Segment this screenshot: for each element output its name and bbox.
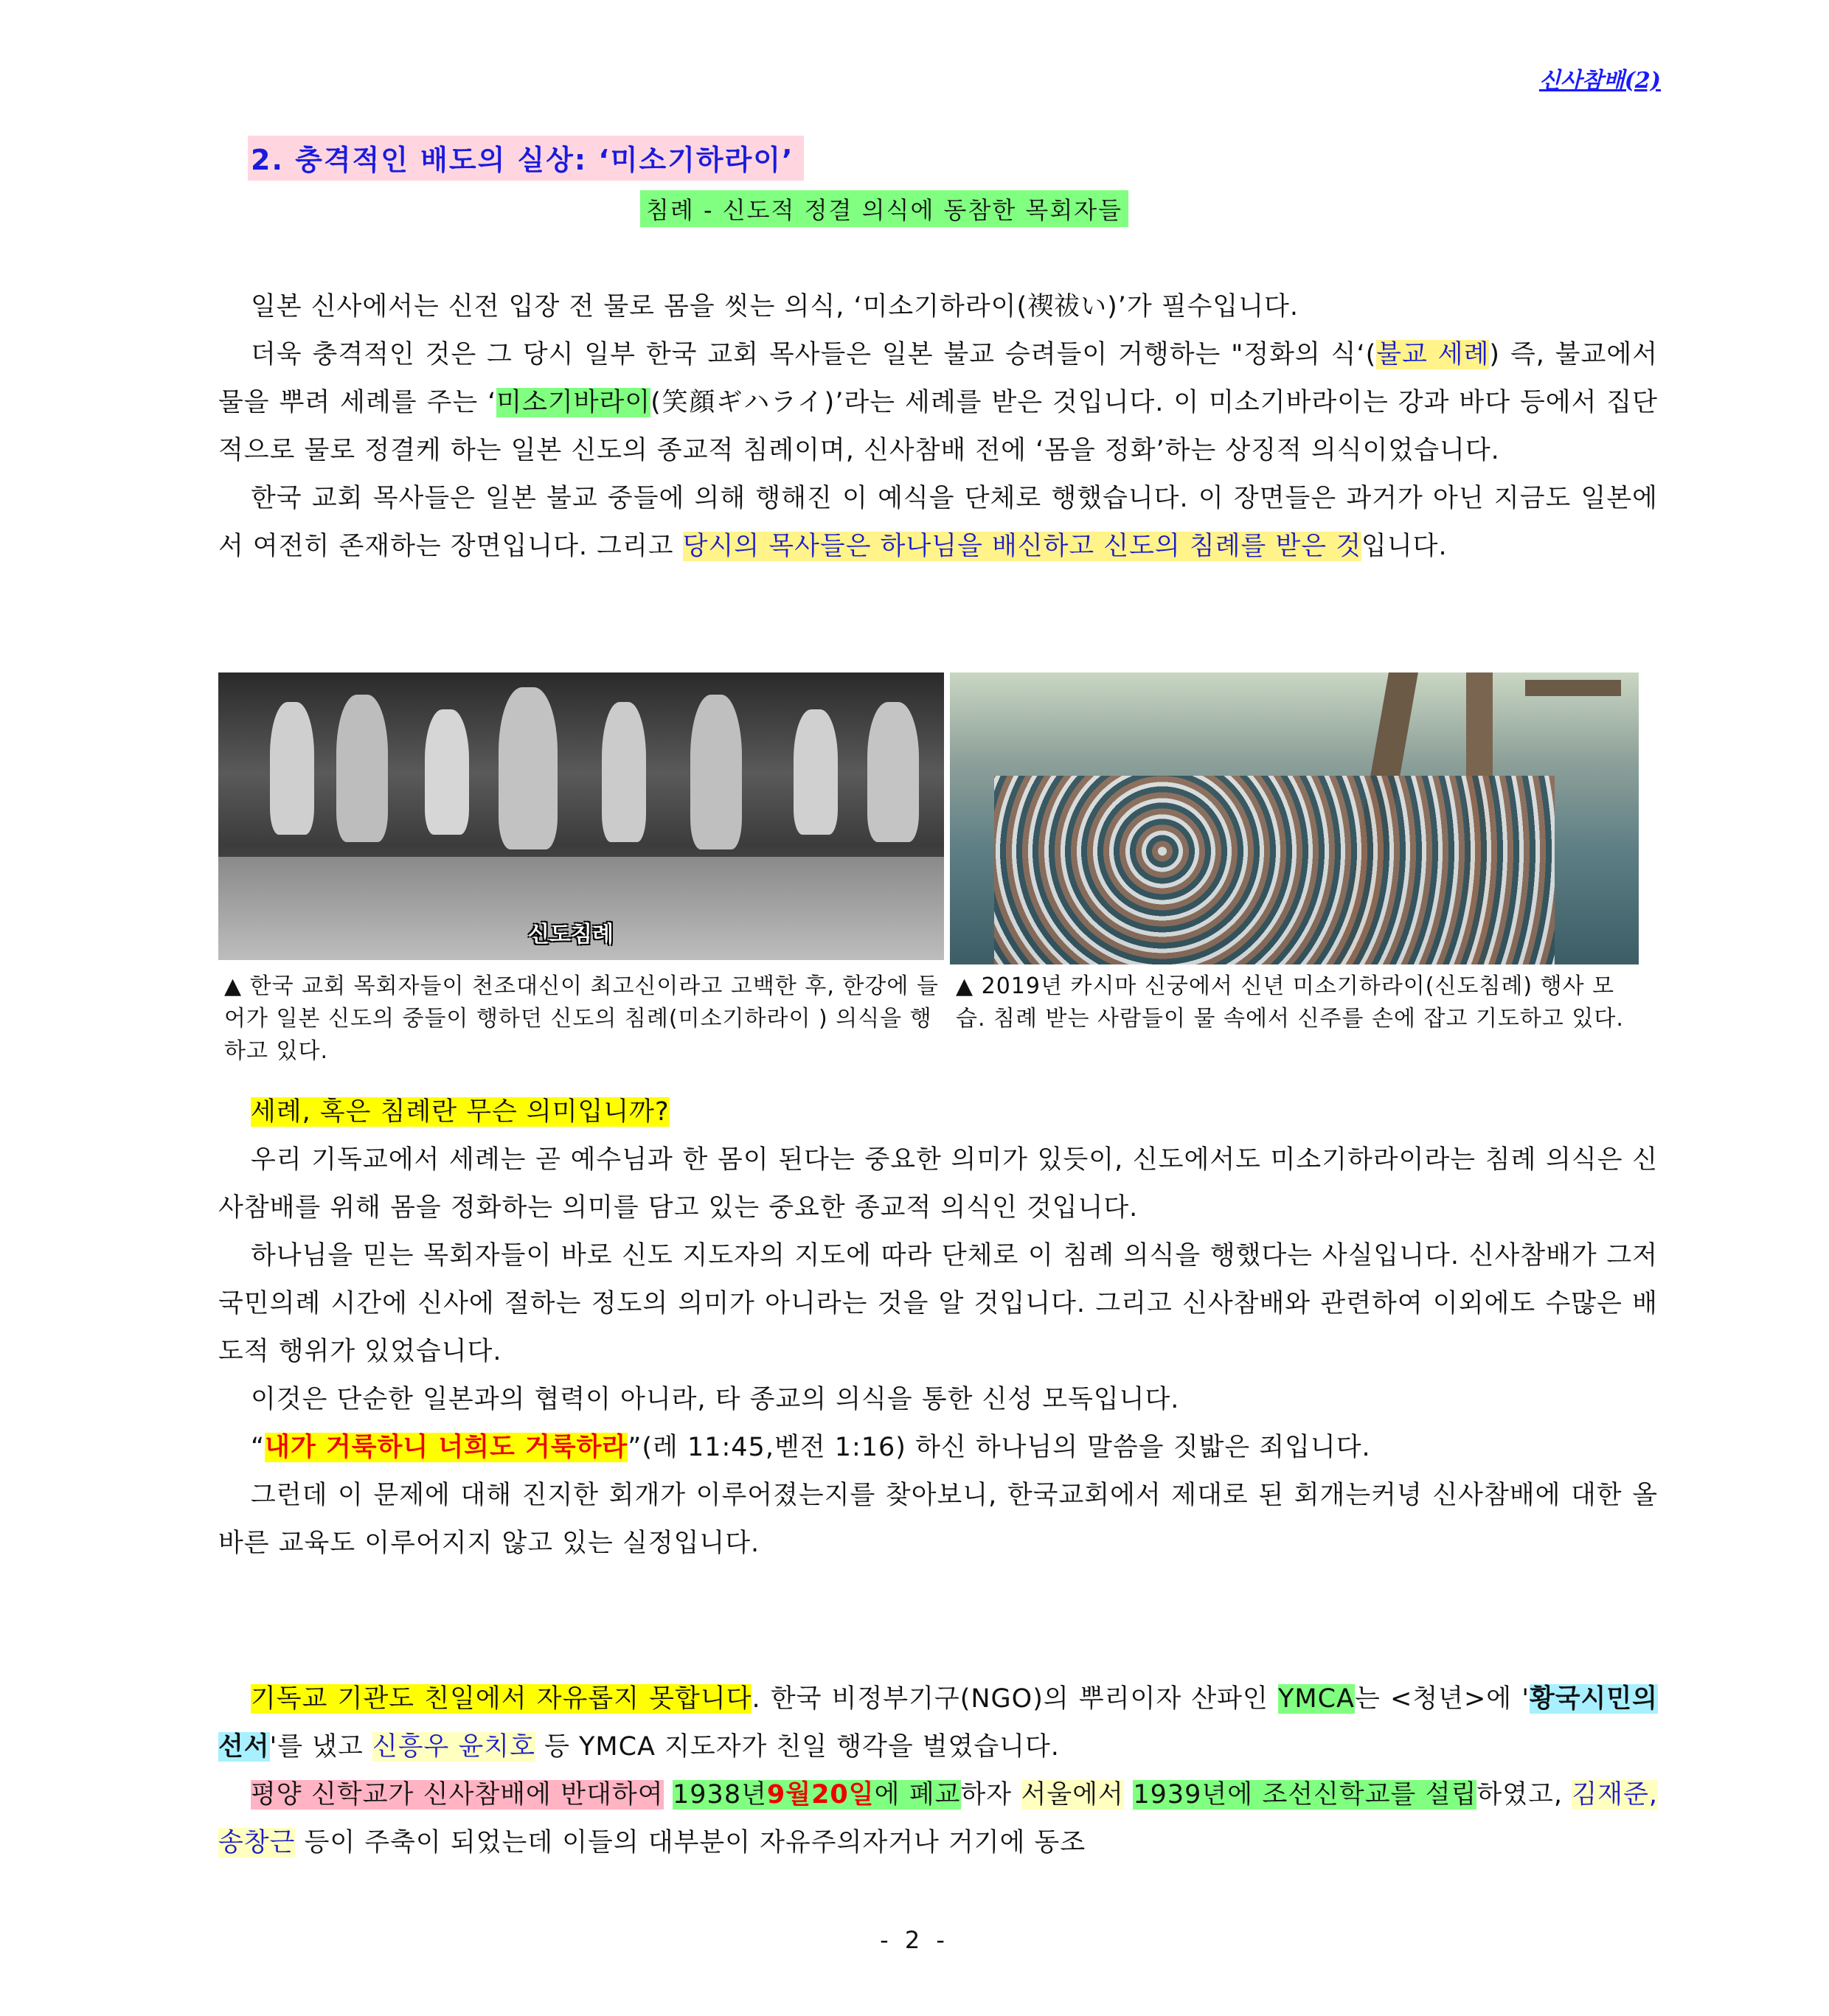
- text-run: (笑顔ギハライ)’라는 세례를 받은 것입니다. 이 미소기바라이는 강과 바다 등에서 집단적으로 물로 정결케 하는 일본 신도의 종교적 침례이며, 신사참배 전에 ‘몸을 정화’하는 상징적 의식이었습니다.: [218, 388, 1658, 465]
- text-run: 한국 교회 목사들은 일본 불교 중들에 의해 행해진 이 예식을 단체로 행했습니다. 이 장면들은 과거가 아닌 지금도 일본에서 여전히 존재하는 장면입니다. 그리고: [218, 484, 1658, 561]
- highlight-ymca: YMCA: [1278, 1684, 1355, 1714]
- date-suffix: 에 폐교: [874, 1780, 961, 1810]
- highlight-founders: 김재준, 송창근: [218, 1780, 1659, 1857]
- text-run: 등 YMCA 지도자가 친일 행각을 벌였습니다.: [535, 1732, 1060, 1762]
- text-run: 는 <청년>에 ': [1354, 1684, 1530, 1714]
- paragraph-3: [218, 475, 1658, 571]
- text-run: ”(레 11:45,벧전 1:16) 하신 하나님의 말씀을 짓밟은 죄입니다.: [628, 1433, 1371, 1462]
- text-run: 하였고,: [1476, 1780, 1572, 1810]
- meaning-block: [218, 1088, 1658, 1568]
- paragraph-7: [218, 1424, 1658, 1472]
- highlight-closure-date: [673, 1780, 960, 1810]
- question-text: 세례, 혹은 침례란 무슨 의미입니까?: [251, 1097, 670, 1127]
- text-run: [664, 1780, 673, 1810]
- highlight-christian-orgs: 기독교 기관도 친일에서 자유롭지 못합니다: [251, 1684, 752, 1714]
- text-run: “: [251, 1433, 266, 1462]
- highlight-misogibarai: 미소기바라이: [496, 388, 651, 417]
- section-subtitle: 침례 - 신도적 정결 의식에 동참한 목회자들: [640, 190, 1128, 227]
- text-run: [1124, 1780, 1133, 1810]
- text-run: '를 냈고: [269, 1732, 372, 1762]
- text-run: 하자: [960, 1780, 1021, 1810]
- date-year: 1938년: [673, 1780, 767, 1810]
- photo-stamp-text: 신도침례: [528, 922, 614, 948]
- question-heading: [218, 1088, 1658, 1136]
- photo-kashima-misogi-2019: [950, 672, 1639, 964]
- highlight-scripture: 내가 거룩하니 너희도 거룩하라: [265, 1433, 628, 1462]
- institutions-block: [218, 1675, 1658, 1867]
- text-run: 입니다.: [1361, 532, 1448, 561]
- text-run: ) 즉, 불교에서 물을 뿌려 세례를 주는 ‘: [218, 340, 1659, 417]
- section-title: 2. 충격적인 배도의 실상: ‘미소기하라이’: [248, 136, 804, 181]
- paragraph-9: [218, 1675, 1658, 1771]
- paragraph-2: [218, 331, 1658, 475]
- paragraph-1: 일본 신사에서는 신전 입장 전 물로 몸을 씻는 의식, ‘미소기하라이(禊祓い)’가 필수입니다.: [251, 292, 1299, 321]
- intro-block: [218, 283, 1658, 571]
- paragraph-4: 우리 기독교에서 세례는 곧 예수님과 한 몸이 된다는 중요한 의미가 있듯이, 신도에서도 미소기하라이라는 침례 의식은 신사참배를 위해 몸을 정화하는 의미를 담고 있는 중요한 종교적 의식인 것입니다.: [218, 1145, 1658, 1223]
- paragraph-8: 그런데 이 문제에 대해 진지한 회개가 이루어졌는지를 찾아보니, 한국교회에서 제대로 된 회개는커녕 신사참배에 대한 올바른 교육도 이루어지지 않고 있는 실정입니다.: [218, 1481, 1658, 1558]
- highlight-seoul: 서울에서: [1021, 1780, 1124, 1810]
- photo-shinto-baptism-historic: [218, 672, 944, 960]
- highlight-oath: 황국시민의 선서: [218, 1684, 1658, 1762]
- text-run: . 한국 비정부기구(NGO)의 뿌리이자 산파인: [752, 1684, 1279, 1714]
- paragraph-10: [218, 1771, 1658, 1867]
- paragraph-5: 하나님을 믿는 목회자들이 바로 신도 지도자의 지도에 따라 단체로 이 침례 의식을 행했다는 사실입니다. 신사참배가 그저 국민의례 시간에 신사에 절하는 정도의 의미가 아니라는 것을 알 것입니다. 그리고 신사참배와 관련하여 이외에도 수많은 배도적 행위가 있었습니다.: [218, 1241, 1658, 1366]
- highlight-betrayal: 당시의 목사들은 하나님을 배신하고 신도의 침례를 받은 것: [682, 532, 1362, 561]
- photo-caption-left: ▲ 한국 교회 목회자들이 천조대신이 최고신이라고 고백한 후, 한강에 들어가 일본 신도의 중들이 행하던 신도의 침례(미소기하라이 ) 의식을 행하고 있다.: [224, 973, 939, 1064]
- highlight-leaders: 신흥우 윤치호: [372, 1732, 535, 1762]
- photo-caption-right: ▲ 2019년 카시마 신궁에서 신년 미소기하라이(신도침례) 행사 모습. 침례 받는 사람들이 물 속에서 신주를 손에 잡고 기도하고 있다.: [956, 973, 1624, 1032]
- paragraph-6: 이것은 단순한 일본과의 협력이 아니라, 타 종교의 의식을 통한 신성 모독입니다.: [251, 1385, 1180, 1414]
- date-day: 9월20일: [766, 1780, 875, 1810]
- text-run: 더욱 충격적인 것은 그 당시 일부 한국 교회 목사들은 일본 불교 승려들이 거행하는 "정화의 식‘(: [251, 340, 1377, 369]
- highlight-pyongyang-seminary: 평양 신학교가 신사참배에 반대하여: [251, 1780, 664, 1810]
- page-number: - 2 -: [880, 1926, 949, 1954]
- highlight-buddhist-baptism: 불교 세례: [1376, 340, 1490, 369]
- header-reference: 신사참배(2): [1538, 68, 1661, 94]
- highlight-joseon-seminary: 1939년에 조선신학교를 설립: [1133, 1780, 1477, 1810]
- text-run: 등이 주축이 되었는데 이들의 대부분이 자유주의자거나 거기에 동조: [295, 1828, 1086, 1857]
